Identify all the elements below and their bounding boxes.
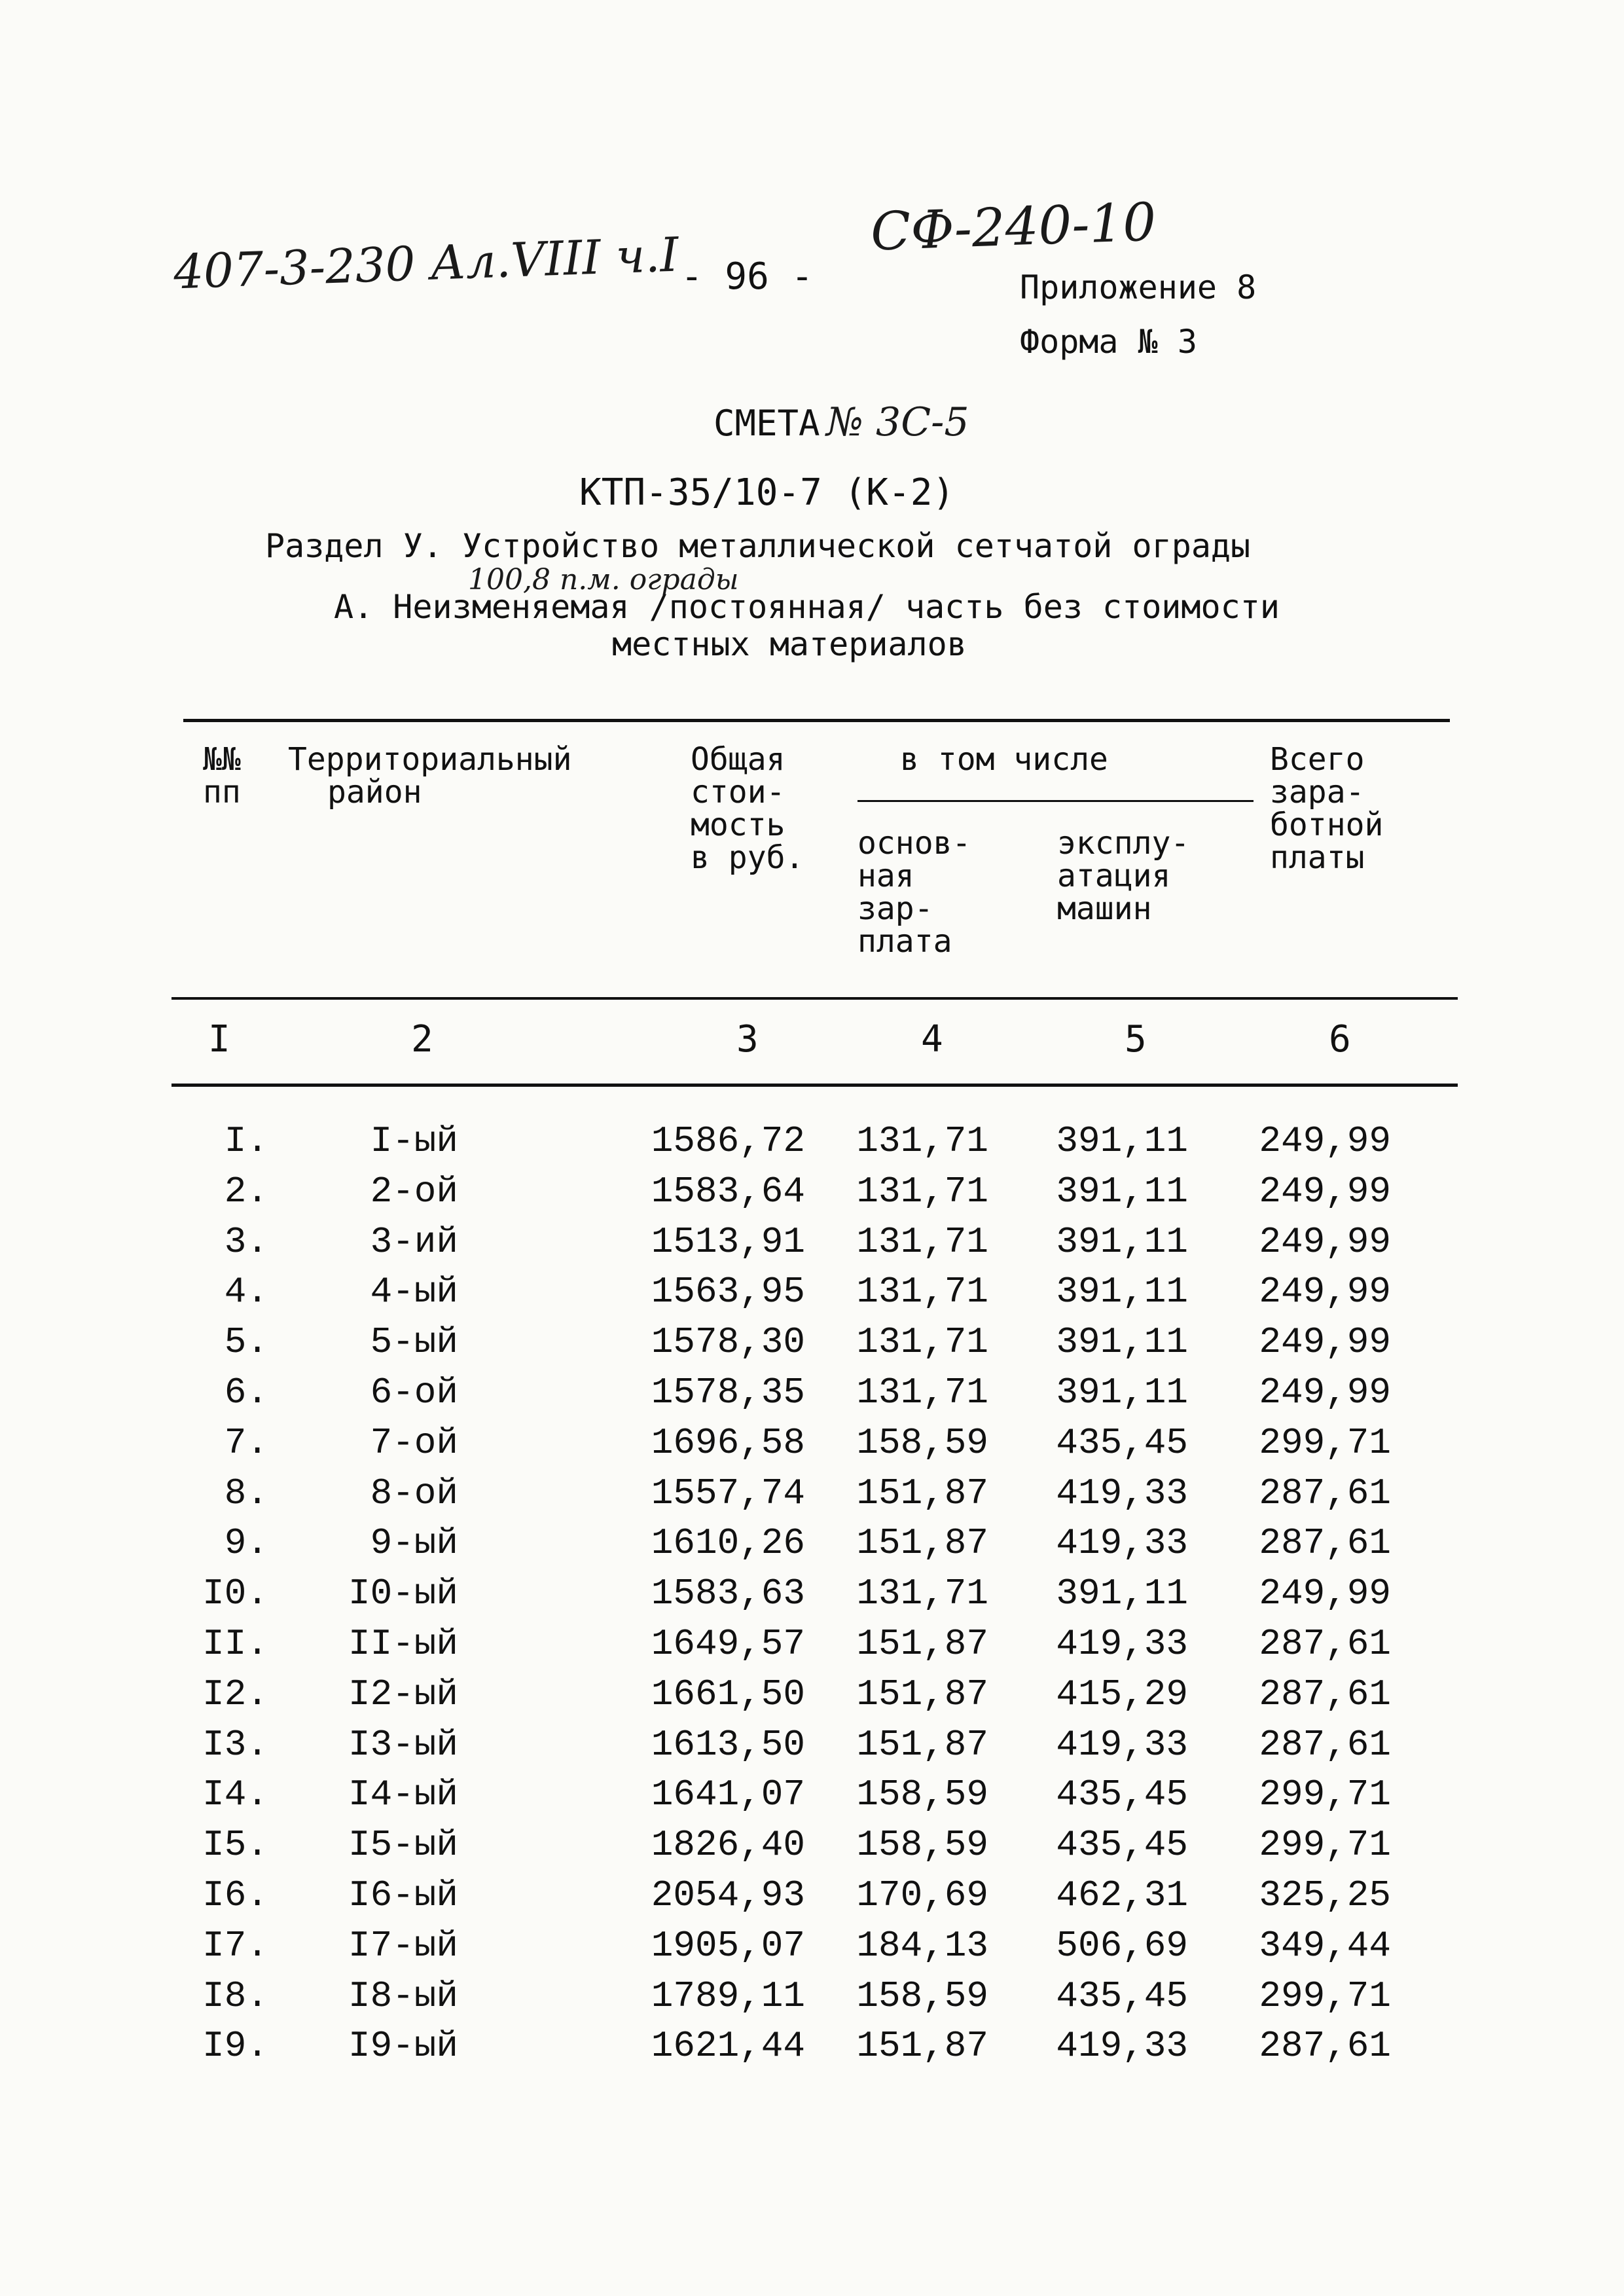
total-wage: 325,25 bbox=[1259, 1874, 1391, 1916]
table-row bbox=[0, 2021, 1624, 2071]
column-number: I bbox=[208, 1018, 230, 1061]
region-name: 9-ый bbox=[370, 1522, 458, 1565]
row-number: I3. bbox=[202, 1723, 268, 1766]
header-bottom-rule bbox=[171, 997, 1458, 1000]
machine-operation: 391,11 bbox=[1056, 1573, 1188, 1615]
fence-length: 100,8 п.м. ограды bbox=[468, 563, 739, 596]
base-wage: 170,69 bbox=[856, 1874, 988, 1916]
row-number: 6. bbox=[224, 1372, 268, 1413]
region-name: I4-ый bbox=[348, 1774, 458, 1816]
total-cost: 1696,58 bbox=[651, 1421, 805, 1464]
column-numbers-row bbox=[0, 1018, 1624, 1070]
total-wage: 299,71 bbox=[1259, 1774, 1391, 1816]
row-number: 7. bbox=[224, 1421, 268, 1464]
total-wage: 299,71 bbox=[1259, 1824, 1391, 1867]
base-wage: 151,87 bbox=[856, 1522, 988, 1565]
base-wage: 158,59 bbox=[856, 1824, 988, 1867]
column-numbers-rule bbox=[171, 1084, 1458, 1087]
page-number: - 96 - bbox=[681, 255, 814, 298]
total-cost: 1905,07 bbox=[651, 1924, 805, 1967]
total-cost: 1610,26 bbox=[651, 1522, 805, 1565]
column-number: 3 bbox=[736, 1018, 759, 1061]
section-title: Раздел У. Устройство металлической сетчатой ограды bbox=[265, 527, 1251, 565]
estimate-title bbox=[713, 399, 969, 445]
base-wage: 131,71 bbox=[856, 1372, 988, 1413]
estimate-label: СМЕТА bbox=[713, 403, 820, 444]
row-number: I0. bbox=[202, 1573, 268, 1615]
sheet-code: СФ-240-10 bbox=[869, 191, 1157, 263]
row-number: I. bbox=[224, 1120, 268, 1162]
total-cost: 1583,64 bbox=[651, 1170, 805, 1212]
total-wage: 349,44 bbox=[1259, 1924, 1391, 1967]
total-cost: 1661,50 bbox=[651, 1673, 805, 1715]
machine-operation: 391,11 bbox=[1056, 1271, 1188, 1313]
machine-operation: 391,11 bbox=[1056, 1220, 1188, 1263]
header-col-wage: основ- ная зар- плата bbox=[857, 825, 971, 960]
total-wage: 299,71 bbox=[1259, 1975, 1391, 2017]
row-number: I8. bbox=[202, 1975, 268, 2017]
table-row bbox=[0, 1569, 1624, 1618]
region-name: II-ый bbox=[348, 1623, 458, 1665]
table-row bbox=[0, 1820, 1624, 1870]
total-cost: 2054,93 bbox=[651, 1874, 805, 1916]
machine-operation: 419,33 bbox=[1056, 1623, 1188, 1665]
base-wage: 151,87 bbox=[856, 1723, 988, 1766]
table-row bbox=[0, 1971, 1624, 2021]
table-row bbox=[0, 1217, 1624, 1267]
machine-operation: 415,29 bbox=[1056, 1673, 1188, 1715]
base-wage: 131,71 bbox=[856, 1170, 988, 1212]
header-col-number: №№ пп bbox=[203, 741, 241, 811]
total-cost: 1578,35 bbox=[651, 1372, 805, 1413]
row-number: 2. bbox=[224, 1170, 268, 1212]
table-row bbox=[0, 1720, 1624, 1770]
region-name: I0-ый bbox=[348, 1573, 458, 1615]
base-wage: 151,87 bbox=[856, 1472, 988, 1514]
total-cost: 1586,72 bbox=[651, 1120, 805, 1162]
region-name: I5-ый bbox=[348, 1824, 458, 1867]
object-name: КТП-35/10-7 (К-2) bbox=[579, 471, 955, 514]
column-number: 6 bbox=[1329, 1018, 1351, 1061]
total-wage: 299,71 bbox=[1259, 1421, 1391, 1464]
total-cost: 1513,91 bbox=[651, 1220, 805, 1263]
machine-operation: 391,11 bbox=[1056, 1120, 1188, 1162]
part-title-line2: местных материалов bbox=[612, 625, 967, 663]
region-name: 3-ий bbox=[370, 1220, 458, 1263]
header-group-including: в том числе bbox=[900, 741, 1108, 778]
base-wage: 158,59 bbox=[856, 1774, 988, 1816]
base-wage: 131,71 bbox=[856, 1271, 988, 1313]
row-number: I2. bbox=[202, 1673, 268, 1715]
row-number: I5. bbox=[202, 1824, 268, 1867]
base-wage: 158,59 bbox=[856, 1421, 988, 1464]
machine-operation: 419,33 bbox=[1056, 1522, 1188, 1565]
region-name: 6-ой bbox=[370, 1372, 458, 1413]
machine-operation: 391,11 bbox=[1056, 1321, 1188, 1364]
total-wage: 249,99 bbox=[1259, 1271, 1391, 1313]
table-row bbox=[0, 1770, 1624, 1819]
table-row bbox=[0, 1418, 1624, 1468]
total-cost: 1583,63 bbox=[651, 1573, 805, 1615]
table-row bbox=[0, 1468, 1624, 1518]
region-name: I6-ый bbox=[348, 1874, 458, 1916]
region-name: 2-ой bbox=[370, 1170, 458, 1212]
machine-operation: 419,33 bbox=[1056, 2025, 1188, 2068]
machine-operation: 419,33 bbox=[1056, 1472, 1188, 1514]
total-wage: 287,61 bbox=[1259, 2025, 1391, 2068]
total-wage: 287,61 bbox=[1259, 1723, 1391, 1766]
column-number: 4 bbox=[921, 1018, 943, 1061]
total-wage: 287,61 bbox=[1259, 1472, 1391, 1514]
total-cost: 1563,95 bbox=[651, 1271, 805, 1313]
part-title-line1: А. Неизменяемая /постоянная/ часть без стоимости bbox=[334, 588, 1280, 626]
region-name: I8-ый bbox=[348, 1975, 458, 2017]
base-wage: 131,71 bbox=[856, 1573, 988, 1615]
total-wage: 249,99 bbox=[1259, 1573, 1391, 1615]
total-wage: 287,61 bbox=[1259, 1673, 1391, 1715]
row-number: I9. bbox=[202, 2025, 268, 2068]
table-row bbox=[0, 1368, 1624, 1417]
machine-operation: 462,31 bbox=[1056, 1874, 1188, 1916]
total-cost: 1578,30 bbox=[651, 1321, 805, 1364]
table-row bbox=[0, 1669, 1624, 1719]
region-name: I2-ый bbox=[348, 1673, 458, 1715]
base-wage: 184,13 bbox=[856, 1924, 988, 1967]
row-number: I4. bbox=[202, 1774, 268, 1816]
base-wage: 151,87 bbox=[856, 1623, 988, 1665]
table-row bbox=[0, 1317, 1624, 1367]
total-cost: 1641,07 bbox=[651, 1774, 805, 1816]
row-number: 5. bbox=[224, 1321, 268, 1364]
total-cost: 1649,57 bbox=[651, 1623, 805, 1665]
total-cost: 1557,74 bbox=[651, 1472, 805, 1514]
table-row bbox=[0, 1116, 1624, 1166]
row-number: 3. bbox=[224, 1220, 268, 1263]
column-number: 5 bbox=[1125, 1018, 1147, 1061]
row-number: I7. bbox=[202, 1924, 268, 1967]
header-col-machines: эксплу- атация машин bbox=[1057, 825, 1190, 927]
machine-operation: 391,11 bbox=[1056, 1372, 1188, 1413]
region-name: 4-ый bbox=[370, 1271, 458, 1313]
total-wage: 287,61 bbox=[1259, 1522, 1391, 1565]
region-name: I3-ый bbox=[348, 1723, 458, 1766]
table-row bbox=[0, 1167, 1624, 1216]
base-wage: 131,71 bbox=[856, 1220, 988, 1263]
machine-operation: 435,45 bbox=[1056, 1774, 1188, 1816]
total-cost: 1613,50 bbox=[651, 1723, 805, 1766]
total-wage: 249,99 bbox=[1259, 1220, 1391, 1263]
machine-operation: 435,45 bbox=[1056, 1824, 1188, 1867]
region-name: I7-ый bbox=[348, 1924, 458, 1967]
header-col-region: Территориальный район bbox=[288, 741, 572, 811]
form-label: Форма № 3 bbox=[1020, 323, 1197, 361]
machine-operation: 435,45 bbox=[1056, 1421, 1188, 1464]
region-name: 7-ой bbox=[370, 1421, 458, 1464]
row-number: 4. bbox=[224, 1271, 268, 1313]
row-number: I6. bbox=[202, 1874, 268, 1916]
base-wage: 151,87 bbox=[856, 2025, 988, 2068]
document-code: 407-3-230 Ал.VIII ч.I bbox=[172, 227, 680, 300]
region-name: I9-ый bbox=[348, 2025, 458, 2068]
header-col-total: Общая стои- мость в руб. bbox=[691, 741, 804, 876]
machine-operation: 391,11 bbox=[1056, 1170, 1188, 1212]
total-wage: 249,99 bbox=[1259, 1321, 1391, 1364]
row-number: 9. bbox=[224, 1522, 268, 1565]
machine-operation: 506,69 bbox=[1056, 1924, 1188, 1967]
machine-operation: 419,33 bbox=[1056, 1723, 1188, 1766]
column-number: 2 bbox=[411, 1018, 433, 1061]
total-wage: 249,99 bbox=[1259, 1372, 1391, 1413]
base-wage: 158,59 bbox=[856, 1975, 988, 2017]
header-col-all-wage: Всего зара- ботной платы bbox=[1270, 741, 1384, 876]
total-wage: 249,99 bbox=[1259, 1120, 1391, 1162]
total-cost: 1621,44 bbox=[651, 2025, 805, 2068]
base-wage: 151,87 bbox=[856, 1673, 988, 1715]
appendix-label: Приложение 8 bbox=[1020, 268, 1257, 306]
region-name: 5-ый bbox=[370, 1321, 458, 1364]
table-row bbox=[0, 1518, 1624, 1568]
total-wage: 249,99 bbox=[1259, 1170, 1391, 1212]
header-group-rule bbox=[857, 800, 1254, 802]
region-name: I-ый bbox=[370, 1120, 458, 1162]
total-cost: 1789,11 bbox=[651, 1975, 805, 2017]
base-wage: 131,71 bbox=[856, 1120, 988, 1162]
table-row bbox=[0, 1870, 1624, 1920]
region-name: 8-ой bbox=[370, 1472, 458, 1514]
estimate-number: № 3С-5 bbox=[826, 399, 969, 445]
table-row bbox=[0, 1921, 1624, 1971]
machine-operation: 435,45 bbox=[1056, 1975, 1188, 2017]
table-row bbox=[0, 1267, 1624, 1317]
base-wage: 131,71 bbox=[856, 1321, 988, 1364]
table-top-rule bbox=[183, 719, 1450, 722]
table-row bbox=[0, 1619, 1624, 1669]
total-wage: 287,61 bbox=[1259, 1623, 1391, 1665]
total-cost: 1826,40 bbox=[651, 1824, 805, 1867]
row-number: 8. bbox=[224, 1472, 268, 1514]
row-number: II. bbox=[202, 1623, 268, 1665]
